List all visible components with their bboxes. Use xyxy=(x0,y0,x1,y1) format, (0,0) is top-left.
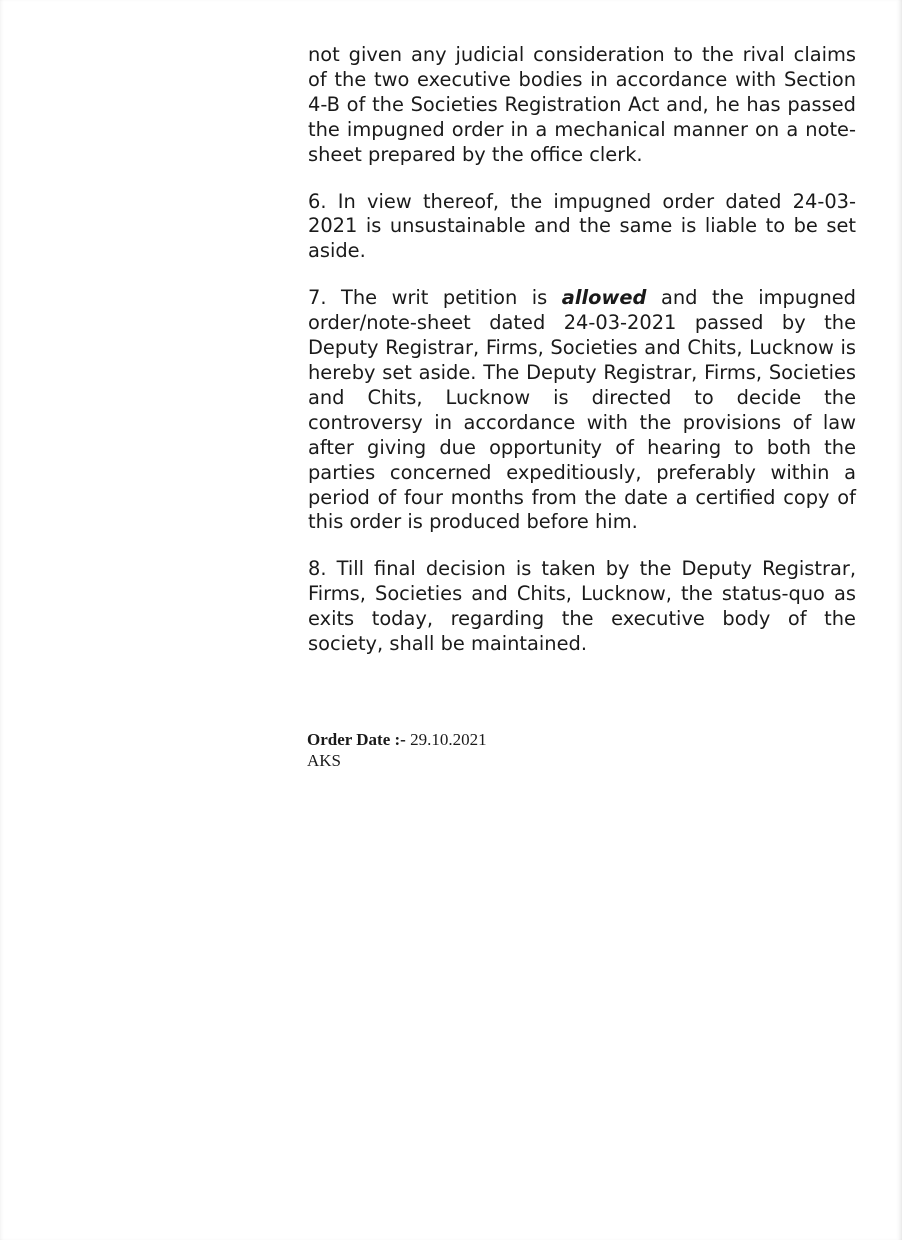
paragraph-7-intro: 7. The writ petition is xyxy=(308,286,562,310)
judgment-body xyxy=(308,43,856,679)
paragraph-6: 6. In view thereof, the impugned order dated 24-03-2021 is unsustainable and the same is liable to be set aside. xyxy=(308,189,856,263)
paragraph-8: 8. Till final decision is taken by the Deputy Registrar, Firms, Societies and Chits, Lucknow, the status-quo as exits today, regarding the executive body of the society, shall be maintained. xyxy=(308,557,856,656)
allowed-emphasis: allowed xyxy=(561,286,647,310)
paragraph-7 xyxy=(308,286,856,535)
order-footer xyxy=(307,729,487,771)
order-date-label: Order Date :- xyxy=(307,730,406,749)
paragraph-7-rest: and the impugned order/note-sheet dated 24-03-2021 passed by the Deputy Registrar, Firms, Societies and Chits, Lucknow is hereby set aside. The Deputy Registrar, Firms, Societies and Chits, Lucknow is directed to decide the controversy in accordance with the provisions of law after giving due opportunity of hearing to both the parties concerned expeditiously, preferably within a period of four months from the date a certified copy of this order is produced before him. xyxy=(308,286,856,534)
order-date-line xyxy=(307,729,487,750)
paragraph-continuation: not given any judicial consideration to the rival claims of the two executive bodies in accordance with Section 4-B of the Societies Registration Act and, he has passed the impugned order in a mechanical manner on a note-sheet prepared by the office clerk. xyxy=(308,43,856,166)
order-date-value: 29.10.2021 xyxy=(405,730,487,749)
author-initials: AKS xyxy=(307,751,342,770)
